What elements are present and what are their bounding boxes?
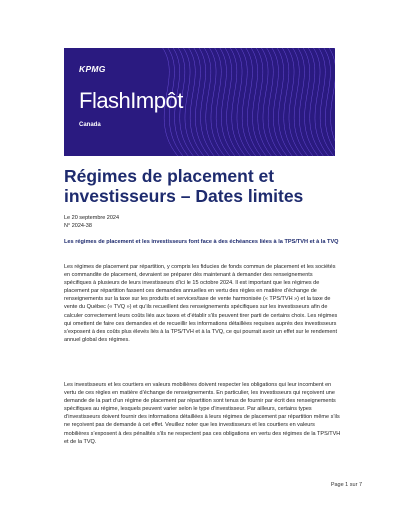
kpmg-logo: KPMG	[79, 64, 106, 74]
page-number: Page 1 sur 7	[330, 482, 362, 488]
region-label: Canada	[79, 122, 101, 128]
issue-number: N° 2024-38	[64, 223, 92, 229]
body-paragraph: Les régimes de placement par répartition, y compris les fiducies de fonds commun de placement et les sociétés en commandite de placement, devraient se préparer dès maintenant à demander des renseignements spécifiques à plusieurs de leurs investisseurs d’ici le 15 octobre 2024. Il est important que les régimes de placement par répartition fassent ces demandes annuelles en vertu des règles en matière d’échange de renseignements sur la taxe sur les produits et services/taxe de vente harmonisée (« TPS/TVH ») et la taxe de vente du Québec (« TVQ ») et qu’ils recueillent des renseignements spécifiques sur les investisseurs afin de calculer correctement leurs coûts liés aux taxes et d’établir s’ils peuvent tirer parti de certains choix. Les régimes qui omettent de faire ces demandes et de recueillir les informations détaillées requises auprès des investisseurs s’exposent à des coûts plus élevés liés à la TPS/TVH et à la TVQ, ce qui pourrait avoir un effet sur le rendement annuel global des régimes.	[64, 264, 338, 343]
publication-date: Le 20 septembre 2024	[64, 215, 120, 221]
decorative-line	[320, 48, 335, 156]
lead-paragraph: Les régimes de placement et les investisseurs font face à des échéances liées à la TPS/TVH et à la TVQ	[64, 239, 339, 245]
article-title: Régimes de placement et investisseurs – Dates limites	[64, 166, 304, 206]
publication-name: FlashImpôt	[79, 88, 183, 113]
newsletter-banner	[64, 48, 335, 156]
body-paragraph: Les investisseurs et les courtiers en valeurs mobilières doivent respecter les obligations qui leur incombent en vertu de ces règles en matière d’échange de renseignements. En particulier, les investisseurs qui reçoivent une demande de la part d’un régime de placement par répartition sont tenus de fournir par écrit des renseignements spécifiques au régime, lesquels peuvent varier selon le type d’investisseur. Par ailleurs, certains types d’investisseurs doivent fournir des informations détaillées à leurs régimes de placement par répartition même s’ils ne reçoivent pas de demande à cet effet. Veuillez noter que les investisseurs et les courtiers en valeurs mobilières s’exposent à des pénalités s’ils ne respectent pas ces obligations en vertu des régimes de la TPS/TVH et de la TVQ.	[64, 382, 341, 445]
article-meta	[64, 214, 119, 230]
